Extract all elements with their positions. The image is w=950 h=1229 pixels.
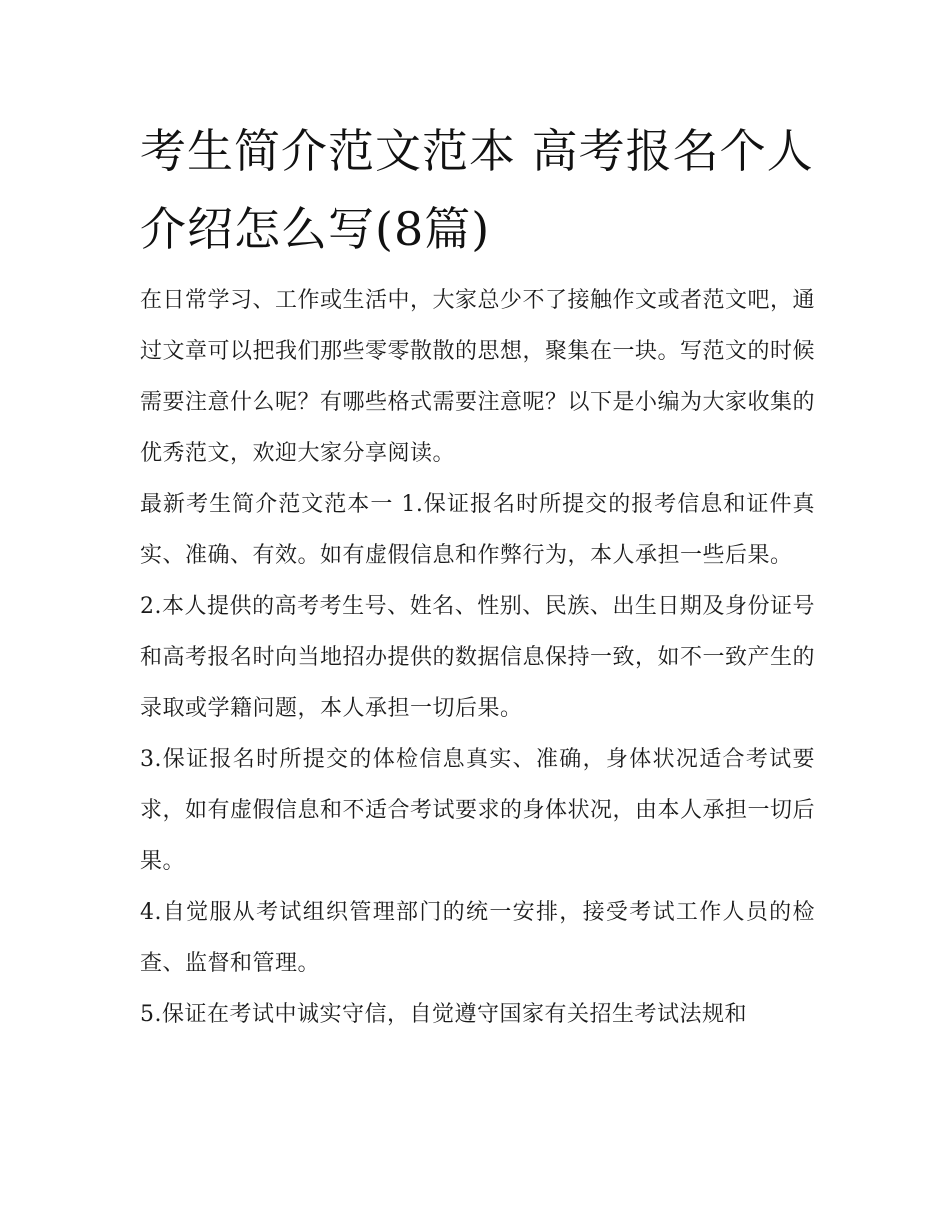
paragraph-item-3: 3.保证报名时所提交的体检信息真实、准确，身体状况适合考试要求，如有虚假信息和不适合考试要求的身体状况，由本人承担一切后果。 bbox=[140, 747, 816, 874]
paragraph-item-1: 最新考生简介范文范本一 1.保证报名时所提交的报考信息和证件真实、准确、有效。如有虚假信息和作弊行为，本人承担一些后果。 bbox=[140, 492, 815, 568]
document-body bbox=[140, 275, 815, 1040]
paragraph-intro: 在日常学习、工作或生活中，大家总少不了接触作文或者范文吧，通过文章可以把我们那些零零散散的思想，聚集在一块。写范文的时候需要注意什么呢？有哪些格式需要注意呢？以下是小编为大家收集的优秀范文，欢迎大家分享阅读。 bbox=[140, 288, 816, 466]
paragraph-item-4: 4.自觉服从考试组织管理部门的统一安排，接受考试工作人员的检查、监督和管理。 bbox=[140, 900, 815, 976]
document-title: 考生简介范文范本 高考报名个人介绍怎么写(8篇) bbox=[140, 124, 814, 256]
paragraph-item-5: 5.保证在考试中诚实守信，自觉遵守国家有关招生考试法规和 bbox=[140, 1002, 747, 1027]
paragraph-item-2: 2.本人提供的高考考生号、姓名、性别、民族、出生日期及身份证号和高考报名时向当地招办提供的数据信息保持一致，如不一致产生的录取或学籍问题，本人承担一切后果。 bbox=[140, 594, 816, 721]
